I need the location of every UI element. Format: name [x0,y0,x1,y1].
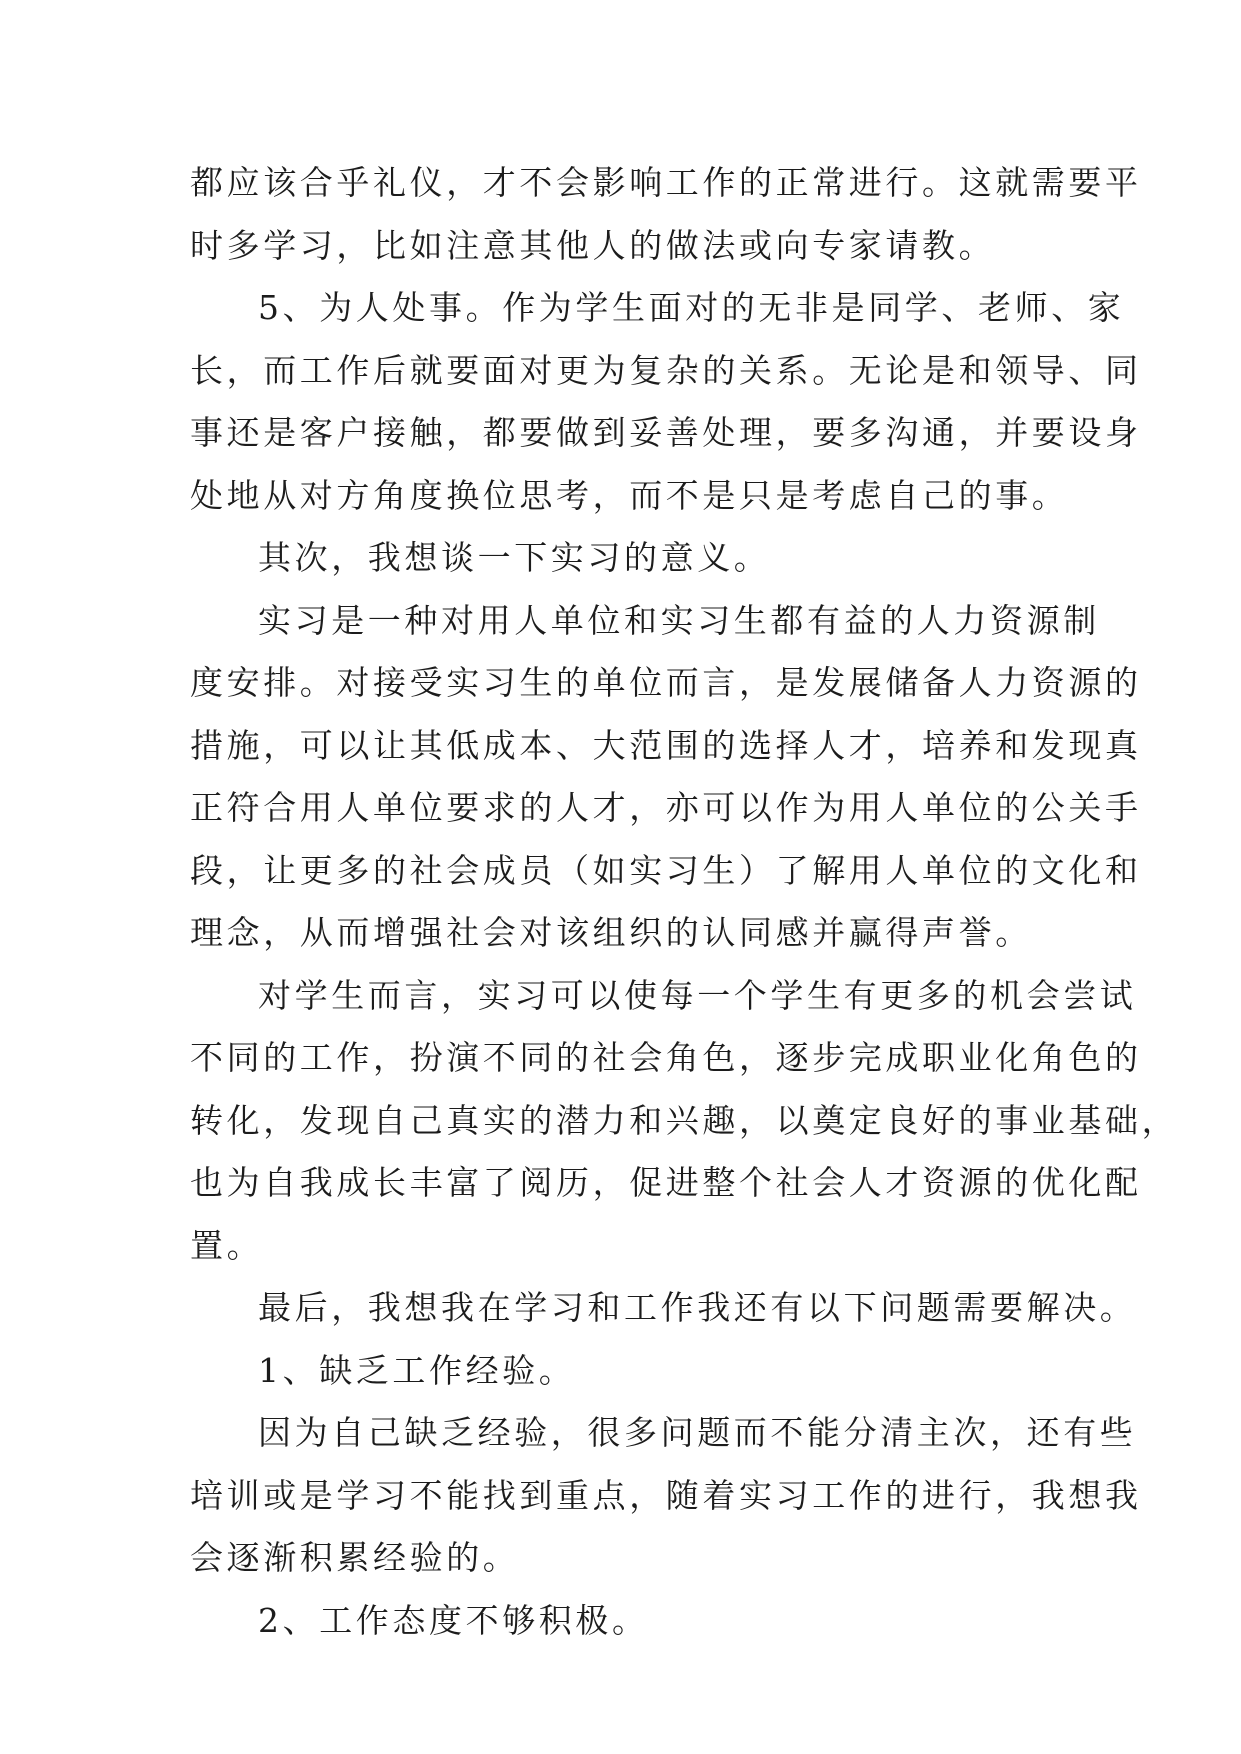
text-line: 置。 [190,1225,264,1265]
text-line: 都应该合乎礼仪，才不会影响工作的正常进行。这就需要平 [190,163,1142,202]
text-line: 长，而工作后就要面对更为复杂的关系。无论是和领导、同 [190,350,1142,390]
paragraph-start: 因为自己缺乏经验，很多问题而不能分清主次，还有些 [258,1413,1137,1452]
section-intro: 其次，我想谈一下实习的意义。 [258,538,771,577]
text-line: 会逐渐积累经验的。 [190,1538,520,1577]
text-line: 时多学习，比如注意其他人的做法或向专家请教。 [190,225,996,265]
list-item-5: 5、为人处事。作为学生面对的无非是同学、老师、家 [258,288,1125,327]
text-line: 处地从对方角度换位思考，而不是只是考虑自己的事。 [190,475,1069,515]
paragraph-start: 实习是一种对用人单位和实习生都有益的人力资源制 [258,600,1100,640]
list-item-2: 2、工作态度不够积极。 [258,1600,649,1640]
list-item-1: 1、缺乏工作经验。 [258,1350,576,1390]
text-line: 事还是客户接触，都要做到妥善处理，要多沟通，并要设身 [190,413,1142,452]
text-line: 正符合用人单位要求的人才，亦可以作为用人单位的公关手 [190,788,1142,827]
text-line: 度安排。对接受实习生的单位而言，是发展储备人力资源的 [190,663,1142,702]
text-line: 理念，从而增强社会对该组织的认同感并赢得声誉。 [190,913,1032,952]
text-line: 转化，发现自己真实的潜力和兴趣，以奠定良好的事业基础， [190,1100,1179,1140]
text-line: 措施，可以让其低成本、大范围的选择人才，培养和发现真 [190,725,1142,765]
text-line: 不同的工作，扮演不同的社会角色，逐步完成职业化角色的 [190,1038,1142,1077]
text-line: 也为自我成长丰富了阅历，促进整个社会人才资源的优化配 [190,1163,1142,1202]
text-line: 培训或是学习不能找到重点，随着实习工作的进行，我想我 [190,1475,1142,1515]
paragraph-start: 对学生而言，实习可以使每一个学生有更多的机会尝试 [258,975,1137,1015]
document-body [190,152,1179,1652]
text-line: 段，让更多的社会成员（如实习生）了解用人单位的文化和 [190,850,1142,890]
section-intro: 最后，我想我在学习和工作我还有以下问题需要解决。 [258,1288,1137,1327]
